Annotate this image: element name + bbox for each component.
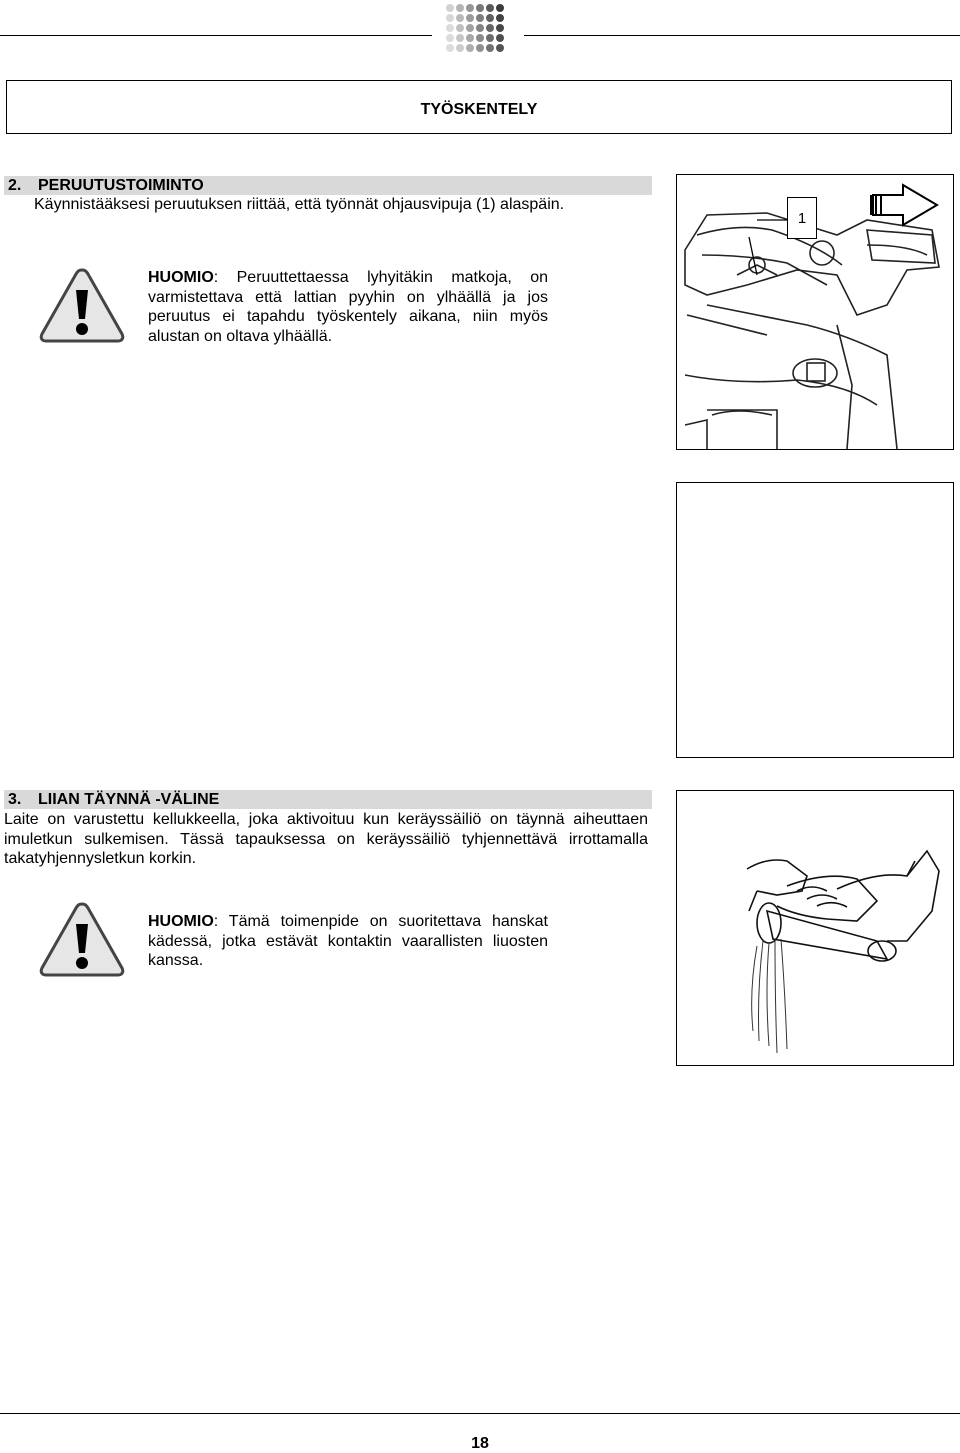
logo-dot	[486, 4, 494, 12]
logo-dot	[456, 34, 464, 42]
section-3-warning	[148, 912, 548, 971]
logo-dot	[466, 14, 474, 22]
section-2-text: Käynnistääksesi peruutuksen riittää, että työnnät ohjausvipuja (1) alaspäin.	[34, 196, 565, 213]
logo-dot	[446, 44, 454, 52]
logo-dot	[446, 4, 454, 12]
header-rule-left	[0, 35, 432, 36]
logo-dot	[496, 24, 504, 32]
warning-icon	[38, 900, 126, 978]
logo-dot	[466, 44, 474, 52]
logo-dot	[496, 4, 504, 12]
section-2-title: PERUUTUSTOIMINTO	[38, 177, 204, 194]
logo-dot	[446, 34, 454, 42]
logo-dot	[496, 44, 504, 52]
logo-dot	[456, 44, 464, 52]
footer-rule	[0, 1413, 960, 1414]
section-2-warning-body: : Peruuttettaessa lyhyitäkin matkoja, on varmistettava että lattian pyyhin on ylhäällä ja jos peruutus ei tapahdu työskentely aikana, niin myös alustan on oltava ylhäällä.	[148, 269, 548, 345]
section-2-warning-label: HUOMIO	[148, 269, 214, 286]
figure-handlebar	[676, 174, 954, 450]
title-box	[6, 80, 952, 134]
drain-hose-drawing	[677, 791, 953, 1065]
figure-callout-1: 1	[787, 197, 817, 239]
section-3-warning-label: HUOMIO	[148, 913, 214, 930]
warning-icon	[38, 266, 126, 344]
section-3-text: Laite on varustettu kellukkeella, joka aktivoituu kun keräyssäiliö on täynnä aiheuttaen imuletkun sulkemisen. Tässä tapauksessa on keräyssäiliö tyhjennettävä irrottamalla takatyhjennysletkun korkin.	[4, 811, 648, 867]
logo-dot	[466, 4, 474, 12]
logo-dot	[476, 34, 484, 42]
section-3-heading	[4, 790, 652, 809]
logo-dot	[446, 14, 454, 22]
dot-grid-logo	[446, 4, 508, 54]
section-2-warning	[148, 268, 548, 346]
page-number: 18	[471, 1435, 489, 1452]
logo-dot	[496, 14, 504, 22]
logo-dot	[466, 24, 474, 32]
logo-dot	[476, 4, 484, 12]
section-3-title: LIIAN TÄYNNÄ -VÄLINE	[38, 791, 220, 808]
logo-dot	[456, 14, 464, 22]
section-2-number: 2.	[8, 177, 22, 194]
figure-drain-hose	[676, 790, 954, 1066]
logo-dot	[476, 14, 484, 22]
section-2-heading	[4, 176, 652, 195]
logo-dot	[486, 14, 494, 22]
logo-dot	[476, 44, 484, 52]
logo-dot	[486, 34, 494, 42]
page-title: TYÖSKENTELY	[420, 101, 538, 118]
figure-blank	[676, 482, 954, 758]
logo-dot	[496, 34, 504, 42]
logo-dot	[446, 24, 454, 32]
section-3-warning-body: : Tämä toimenpide on suoritettava hanskat kädessä, jotka estävät kontaktin vaarallisten liuosten kanssa.	[148, 913, 548, 969]
logo-dot	[456, 24, 464, 32]
header-rule-right	[524, 35, 960, 36]
logo-dot	[476, 24, 484, 32]
logo-dot	[486, 44, 494, 52]
logo-dot	[466, 34, 474, 42]
logo-dot	[486, 24, 494, 32]
logo-dot	[456, 4, 464, 12]
section-3-number: 3.	[8, 791, 22, 808]
